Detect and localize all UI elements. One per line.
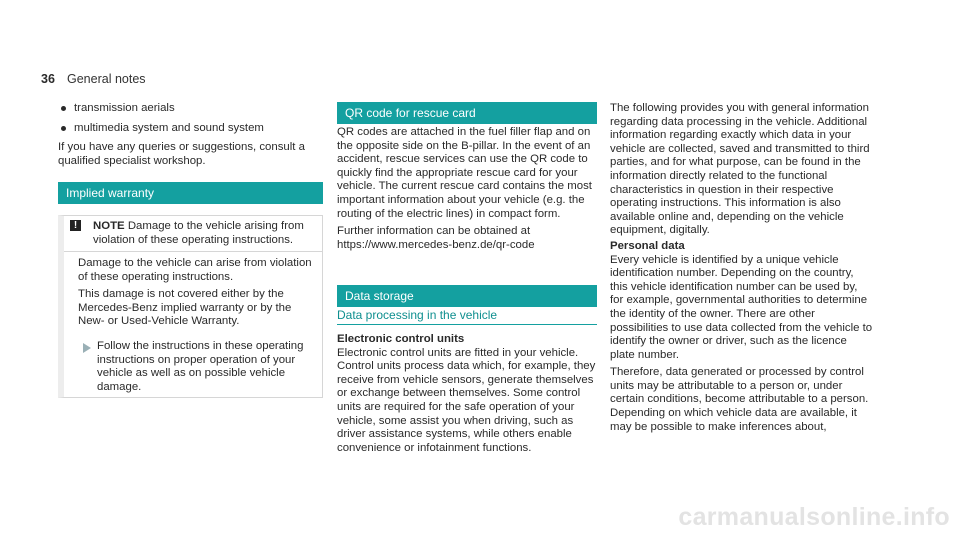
ecu-section [337,333,597,455]
note-divider [64,251,322,252]
note-text: Damage to the vehicle arising from violation of these operating instructions. [93,220,304,246]
page-number: 36 [41,72,55,86]
qr-code-heading: QR code for rescue card [337,102,597,124]
note-body-2: This damage is not covered either by the Mercedes-Benz implied warranty or by the New- or Used-Vehicle Warranty. [78,288,292,328]
data-processing-subheading: Data processing in the vehicle [337,308,498,322]
section-title: General notes [67,72,146,86]
intro-paragraph: If you have any queries or suggestions, consult a qualified specialist workshop. [58,141,305,167]
bullet-icon [61,126,66,131]
ecu-heading: Electronic control units [337,333,465,345]
column-1 [58,102,323,168]
list-item: multimedia system and sound system [58,122,323,136]
note-body-1: Damage to the vehicle can arise from violation of these operating instructions. [78,257,312,283]
qr-further-info: Further information can be obtained at https://www.mercedes-benz.de/qr-code [337,225,535,251]
note-label: NOTE [93,220,125,232]
qr-paragraph: QR codes are attached in the fuel filler flap and on the opposite side on the B-pillar. In the event of an accident, rescue services can use the QR code to quickly find the appropriate rescue card for your vehicle. The current rescue card contains the most important information about your vehicle (e.g. the routing of the electric lines) in compact form. [337,126,592,220]
note-action: Follow the instructions in these operating instructions on proper operation of your vehicle as well as on possible vehicle damage. [97,340,304,393]
column-2 [337,126,597,252]
bullet-list [58,102,323,135]
warning-icon: ! [70,220,81,231]
attribution-paragraph: Therefore, data generated or processed by control units may be attributable to a person or, under certain conditions, become attributable to a person. Depending on which vehicle data are available, it may be possible to make inferences about, [610,366,869,433]
action-arrow-icon [83,343,91,353]
general-info-paragraph: The following provides you with general information regarding data processing in the vehicle. Additional information regarding exactly which data in your vehicle are collected, saved and transmitted to third parties, and for what purpose, can be found in the information directly related to the functional characteristics in question in their respective operating instructions. This information is also available online and, depending on the vehicle equipment, digitally. [610,102,870,237]
personal-data-heading: Personal data [610,239,685,252]
data-storage-heading: Data storage [337,285,597,307]
bullet-icon [61,106,66,111]
column-3 [610,102,873,434]
personal-data-paragraph: Every vehicle is identified by a unique vehicle identification number. Depending on the country, this vehicle identification number can be used by, for example, governmental authorities to determine the identity of the owner. There are other possibilities to use data collected from the vehicle to identify the owner or driver, such as the licence plate number. [610,253,873,361]
subheading-rule [337,324,597,325]
note-box [58,215,323,398]
list-item: transmission aerials [58,102,323,116]
watermark-logo: carmanualsonline.info [678,503,950,531]
implied-warranty-heading: Implied warranty [58,182,323,204]
ecu-paragraph: Electronic control units are fitted in your vehicle. Control units process data which, for example, they receive from vehicle sensors, generate themselves or exchange between themselves. Some control units are required for the safe operation of your vehicle, some assist you when driving, such as driver assistance systems, while others enable convenience or infotainment functions. [337,346,596,454]
